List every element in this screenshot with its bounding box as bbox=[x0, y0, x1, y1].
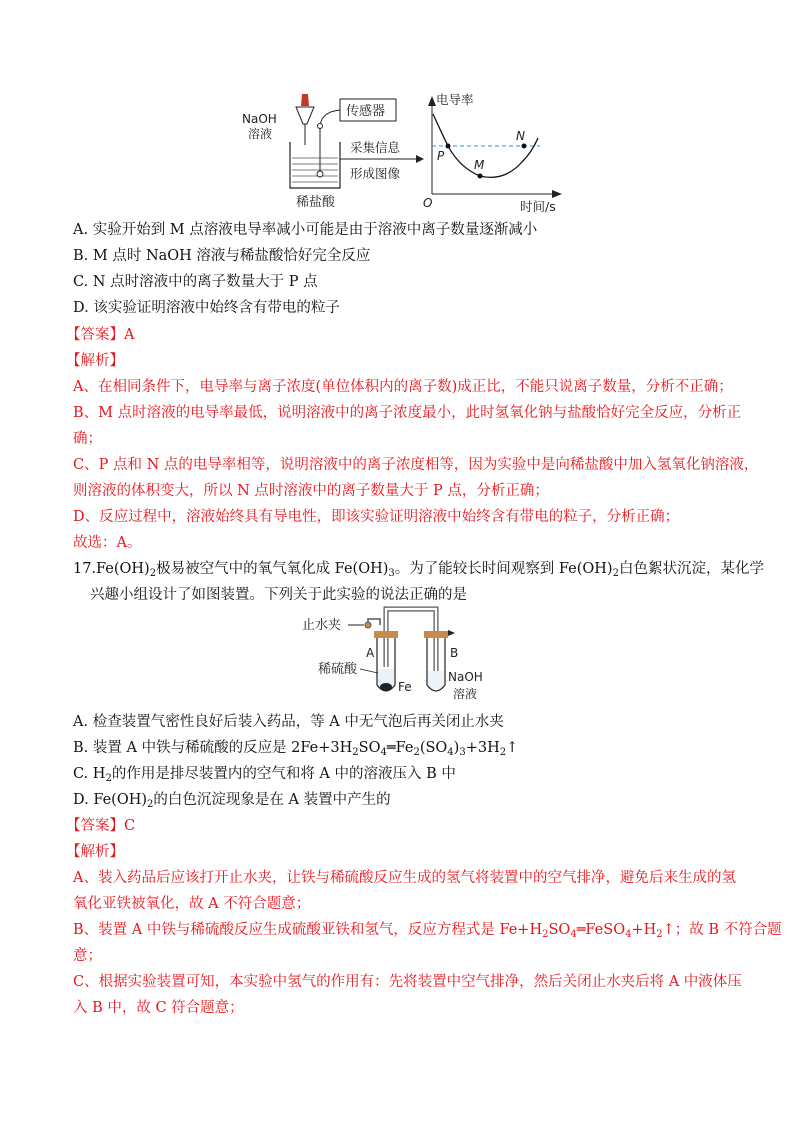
connecting-tube bbox=[386, 609, 436, 679]
naoh-label: NaOH bbox=[242, 112, 277, 126]
q17-analysis-line: 意； bbox=[73, 948, 102, 964]
acid-pointer bbox=[360, 669, 378, 673]
point-m-label: M bbox=[474, 158, 485, 172]
q17-analysis-label: 【解析】 bbox=[66, 844, 124, 860]
q16-analysis-line: A、在相同条件下，电导率与离子浓度(单位体积内的离子数)成正比，不能只说离子数量，分析不正确； bbox=[73, 379, 733, 395]
connecting-tube-inner bbox=[386, 609, 436, 679]
sensor-label: 传感器 bbox=[346, 104, 386, 119]
point-m bbox=[478, 174, 483, 179]
x-axis-arrow bbox=[552, 190, 562, 198]
q17-stem-line2: 兴趣小组设计了如图装置。下列关于此实验的说法正确的是 bbox=[90, 587, 467, 603]
sulfuric-acid-label: 稀硫酸 bbox=[318, 662, 358, 677]
q16-option-c: C. N 点时溶液中的离子数量大于 P 点 bbox=[73, 274, 318, 290]
q16-option-a: A. 实验开始到 M 点溶液电导率减小可能是由于溶液中离子数量逐渐减小 bbox=[73, 222, 538, 238]
arrow-top-label: 采集信息 bbox=[350, 140, 401, 155]
probe-wire bbox=[320, 110, 340, 128]
q17-analysis-line: C、根据实验装置可知，本实验中氢气的作用有：先将装置中空气排净，然后关闭止水夹后将 A 中液体压 bbox=[73, 974, 742, 990]
naoh-solution-label: 溶液 bbox=[248, 127, 273, 141]
y-axis-label: 电导率 bbox=[436, 92, 474, 107]
point-p bbox=[446, 144, 451, 149]
probe-joint bbox=[318, 124, 323, 129]
q16-analysis-line: D、反应过程中，溶液始终具有导电性，即该实验证明溶液中始终含有带电的粒子，分析正确； bbox=[73, 509, 680, 525]
q17-option-b: B. 装置 A 中铁与稀硫酸的反应是 $2Fe+3H_2SO_4═Fe_2(SO_4)_3+3H_2↑$ bbox=[73, 740, 519, 758]
tube-b-label: B bbox=[450, 646, 459, 660]
tube-a-label: A bbox=[366, 646, 375, 660]
q16-analysis-label: 【解析】 bbox=[66, 353, 124, 369]
q16-answer: 【答案】A bbox=[66, 327, 135, 343]
naoh-solution-label-b: 溶液 bbox=[453, 687, 478, 701]
q16-analysis-line: 确； bbox=[73, 431, 102, 447]
beaker bbox=[290, 142, 340, 188]
q17-option-c: C. $H_2$的作用是排尽装置内的空气和将 A 中的溶液压入 B 中 bbox=[73, 766, 456, 784]
point-p-label: P bbox=[437, 149, 445, 163]
clamp-label: 止水夹 bbox=[302, 618, 342, 633]
q16-analysis-line: C、P 点和 N 点的电导率相等，说明溶液中的离子浓度相等，因为实验中是向稀盐酸中加入氢氧化钠溶液， bbox=[73, 457, 759, 473]
origin-label: O bbox=[423, 196, 433, 210]
fe-oh-apparatus-figure bbox=[300, 605, 510, 705]
q17-answer: 【答案】C bbox=[66, 818, 136, 834]
point-n bbox=[522, 144, 527, 149]
iron-in-a bbox=[380, 683, 392, 691]
stopper-a bbox=[374, 631, 398, 638]
info-arrow-head bbox=[416, 155, 424, 163]
naoh-label-b: NaOH bbox=[448, 670, 483, 684]
water-clamp bbox=[365, 622, 371, 628]
beaker-liquid bbox=[292, 158, 338, 182]
q16-analysis-line: 则溶液的体积变大，所以 N 点时溶液中的离子数量大于 P 点，分析正确； bbox=[73, 483, 549, 499]
q17-analysis-line: 入 B 中，故 C 符合题意； bbox=[73, 1000, 244, 1016]
q17-stem-line1: $Fe(OH)_2$极易被空气中的氧气氧化成 $Fe(OH)_3$。为了能较长时间观察到 $Fe(OH)_2$白色絮状沉淀，某化学 bbox=[96, 561, 764, 579]
dropper-funnel bbox=[296, 107, 314, 124]
dropper-bulb bbox=[301, 94, 309, 106]
q17-option-a: A. 检查装置气密性良好后装入药品，等 A 中无气泡后再关闭止水夹 bbox=[73, 714, 504, 730]
naoh-in-b bbox=[428, 671, 444, 690]
q17-analysis-line: 氧化亚铁被氧化，故 A 不符合题意； bbox=[73, 896, 311, 912]
fe-label: Fe bbox=[398, 680, 412, 694]
q16-analysis-line: B、M 点时溶液的电导率最低，说明溶液中的离子浓度最小，此时氢氧化钠与盐酸恰好完全反应，分析正 bbox=[73, 405, 742, 421]
outlet-arrow bbox=[448, 630, 455, 636]
acid-label: 稀盐酸 bbox=[296, 195, 336, 210]
y-axis-arrow bbox=[428, 96, 436, 106]
q17-analysis-line: A、装入药品后应该打开止水夹，让铁与稀硫酸反应生成的氢气将装置中的空气排净，避免后来生成的氢 bbox=[73, 870, 736, 886]
q17-number: 17. bbox=[73, 561, 97, 577]
x-axis-label: 时间/s bbox=[520, 199, 556, 214]
q17-option-d: D. $Fe(OH)_2$的白色沉淀现象是在 A 装置中产生的 bbox=[73, 792, 391, 810]
q16-analysis-line: 故选：A。 bbox=[73, 535, 142, 551]
probe-tip bbox=[317, 171, 323, 177]
q17-analysis-line: B、装置 A 中铁与稀硫酸反应生成硫酸亚铁和氢气，反应方程式是 $Fe+H_2SO_4═FeSO_4+H_2↑$；故 B 不符合题 bbox=[73, 922, 782, 940]
conductivity-experiment-figure bbox=[240, 90, 580, 215]
arrow-bottom-label: 形成图像 bbox=[350, 166, 401, 181]
q16-option-b: B. M 点时 NaOH 溶液与稀盐酸恰好完全反应 bbox=[73, 248, 371, 264]
stopper-b bbox=[424, 631, 448, 638]
q16-option-d: D. 该实验证明溶液中始终含有带电的粒子 bbox=[73, 300, 340, 316]
point-n-label: N bbox=[516, 129, 525, 143]
